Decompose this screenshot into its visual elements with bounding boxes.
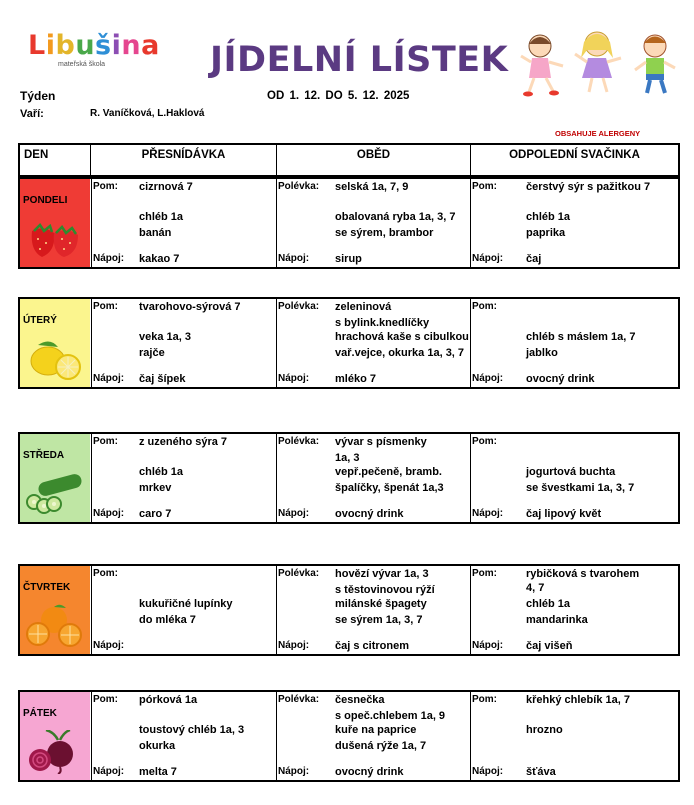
day-cell	[20, 299, 90, 387]
lunch-soup-label: Polévka:	[278, 301, 320, 312]
lunch-drink: ovocný drink	[335, 766, 404, 778]
lunch-soup-label: Polévka:	[278, 436, 320, 447]
column-divider	[91, 566, 92, 654]
week-range: OD 1. 12. DO 5. 12. 2025	[267, 90, 410, 102]
day-name: STŘEDA	[23, 450, 65, 461]
day-name: ČTVRTEK	[23, 582, 71, 593]
snack-drink-label: Nápoj:	[93, 373, 125, 384]
lunch-soup-label: Polévka:	[278, 568, 320, 579]
lunch-soup-detail: s bylink.knedlíčky	[335, 317, 430, 329]
snack-pom-label: Pom:	[93, 436, 118, 447]
lunch-soup: vývar s písmenky	[335, 436, 427, 448]
snack-drink: melta 7	[139, 766, 177, 778]
afternoon-drink-label: Nápoj:	[472, 373, 504, 384]
lunch-drink: čaj s citronem	[335, 640, 409, 652]
column-divider	[276, 299, 277, 387]
column-divider	[470, 434, 471, 522]
header-lunch: OBĚD	[277, 145, 471, 175]
column-divider	[276, 566, 277, 654]
afternoon-drink-label: Nápoj:	[472, 508, 504, 519]
day-cell	[20, 692, 90, 780]
cucumber-icon	[24, 472, 84, 516]
lunch-main-detail: špalíčky, špenát 1a,3	[335, 482, 444, 494]
column-divider	[276, 434, 277, 522]
snack-item: banán	[139, 227, 172, 239]
snack-item: okurka	[139, 740, 176, 752]
lunch-main-detail: dušená rýže 1a, 7	[335, 740, 427, 752]
snack-item: toustový chléb 1a, 3	[139, 724, 245, 736]
lunch-soup: hovězí vývar 1a, 3	[335, 568, 429, 580]
lunch-main: vepř.pečeně, bramb.	[335, 466, 442, 478]
lunch-soup: zeleninová	[335, 301, 392, 313]
column-divider	[470, 299, 471, 387]
snack-spread: tvarohovo-sýrová 7	[139, 301, 241, 313]
header-day: DEN	[20, 145, 91, 175]
snack-item: veka 1a, 3	[139, 331, 191, 343]
snack-drink: čaj šípek	[139, 373, 186, 385]
column-divider	[470, 566, 471, 654]
cooks-names: R. Vaníčková, L.Haklová	[90, 108, 205, 119]
afternoon-drink: čaj lipový květ	[526, 508, 602, 520]
column-divider	[91, 692, 92, 780]
afternoon-drink-label: Nápoj:	[472, 640, 504, 651]
lunch-soup-detail: s opeč.chlebem 1a, 9	[335, 710, 446, 722]
afternoon-item: se švestkami 1a, 3, 7	[526, 482, 635, 494]
column-divider	[276, 179, 277, 267]
lunch-main: kuře na paprice	[335, 724, 417, 736]
snack-spread: pórková 1a	[139, 694, 198, 706]
logo-wordmark: Libušina	[28, 30, 160, 61]
column-divider	[470, 179, 471, 267]
lunch-drink: mléko 7	[335, 373, 376, 385]
snack-drink-label: Nápoj:	[93, 640, 125, 651]
snack-item: mrkev	[139, 482, 172, 494]
day-row	[18, 432, 680, 524]
column-divider	[91, 179, 92, 267]
afternoon-drink: čaj višeň	[526, 640, 573, 652]
lunch-drink: ovocný drink	[335, 508, 404, 520]
day-row	[18, 297, 680, 389]
lunch-soup-label: Polévka:	[278, 694, 320, 705]
afternoon-pom-label: Pom:	[472, 181, 497, 192]
logo-subtitle: mateřská škola	[58, 61, 106, 68]
afternoon-drink: ovocný drink	[526, 373, 595, 385]
menu-header-row	[18, 143, 680, 177]
snack-drink-label: Nápoj:	[93, 766, 125, 777]
afternoon-item: jogurtová buchta	[526, 466, 616, 478]
column-divider	[276, 692, 277, 780]
lunch-drink-label: Nápoj:	[278, 508, 310, 519]
lunch-soup-label: Polévka:	[278, 181, 320, 192]
lunch-main-detail: se sýrem, brambor	[335, 227, 434, 239]
snack-spread: cizrnová 7	[139, 181, 193, 193]
header-afternoon-snack: ODPOLEDNÍ SVAČINKA	[509, 149, 640, 161]
lunch-main: milánské špagety	[335, 598, 427, 610]
afternoon-drink-label: Nápoj:	[472, 766, 504, 777]
afternoon-spread: rybičková s tvarohem	[526, 568, 640, 580]
week-label: Týden	[20, 89, 56, 103]
day-name: PONDELI	[23, 195, 68, 206]
lunch-drink: sirup	[335, 253, 362, 265]
snack-pom-label: Pom:	[93, 694, 118, 705]
afternoon-drink-label: Nápoj:	[472, 253, 504, 264]
afternoon-spread: křehký chlebík 1a, 7	[526, 694, 630, 706]
day-row	[18, 564, 680, 656]
beetroot-icon	[24, 730, 84, 774]
lunch-main-detail: se sýrem 1a, 3, 7	[335, 614, 423, 626]
page-title: JÍDELNÍ LÍSTEK	[210, 40, 509, 80]
afternoon-item: mandarinka	[526, 614, 588, 626]
lunch-soup-detail: s těstovinovou rýží	[335, 584, 435, 596]
lunch-drink-label: Nápoj:	[278, 373, 310, 384]
afternoon-spread: čerstvý sýr s pažitkou 7	[526, 181, 651, 193]
cooks-label: Vaří:	[20, 108, 44, 120]
snack-drink-label: Nápoj:	[93, 253, 125, 264]
column-divider	[470, 692, 471, 780]
afternoon-item: jablko	[526, 347, 558, 359]
day-cell	[20, 179, 90, 267]
day-cell	[20, 434, 90, 522]
snack-drink: kakao 7	[139, 253, 180, 265]
day-name: ÚTERÝ	[23, 315, 57, 326]
lunch-main: obalovaná ryba 1a, 3, 7	[335, 211, 456, 223]
afternoon-drink: šťáva	[526, 766, 556, 778]
header-snack: PŘESNÍDÁVKA	[91, 145, 277, 175]
orange-icon	[24, 604, 84, 648]
column-divider	[91, 299, 92, 387]
lunch-drink-label: Nápoj:	[278, 766, 310, 777]
snack-item: kukuřičné lupínky	[139, 598, 233, 610]
school-logo	[28, 30, 158, 80]
allergen-note: OBSAHUJE ALERGENY	[555, 129, 641, 138]
afternoon-pom-label: Pom:	[472, 694, 497, 705]
snack-pom-label: Pom:	[93, 301, 118, 312]
afternoon-pom-label: Pom:	[472, 568, 497, 579]
afternoon-spread-detail: 4, 7	[526, 582, 545, 594]
snack-drink-label: Nápoj:	[93, 508, 125, 519]
day-cell	[20, 566, 90, 654]
day-row	[18, 690, 680, 782]
afternoon-pom-label: Pom:	[472, 301, 497, 312]
lunch-main-detail: vař.vejce, okurka 1a, 3, 7	[335, 347, 465, 359]
snack-item: rajče	[139, 347, 165, 359]
lunch-soup: selská 1a, 7, 9	[335, 181, 409, 193]
lemon-icon	[24, 337, 84, 381]
snack-drink: caro 7	[139, 508, 172, 520]
day-name: PÁTEK	[23, 708, 57, 719]
lunch-soup: česnečka	[335, 694, 385, 706]
snack-item: chléb 1a	[139, 211, 184, 223]
column-divider	[91, 434, 92, 522]
afternoon-pom-label: Pom:	[472, 436, 497, 447]
snack-item: chléb 1a	[139, 466, 184, 478]
afternoon-item: chléb 1a	[526, 211, 571, 223]
snack-pom-label: Pom:	[93, 181, 118, 192]
afternoon-drink: čaj	[526, 253, 542, 265]
lunch-soup-detail: 1a, 3	[335, 452, 360, 464]
snack-item: do mléka 7	[139, 614, 196, 626]
afternoon-item: chléb s máslem 1a, 7	[526, 331, 636, 343]
snack-spread: z uzeného sýra 7	[139, 436, 228, 448]
lunch-drink-label: Nápoj:	[278, 640, 310, 651]
lunch-drink-label: Nápoj:	[278, 253, 310, 264]
lunch-main: hrachová kaše s cibulkou	[335, 331, 469, 343]
day-row	[18, 177, 680, 269]
children-illustration	[515, 28, 685, 98]
afternoon-item: paprika	[526, 227, 566, 239]
snack-pom-label: Pom:	[93, 568, 118, 579]
strawberry-icon	[24, 217, 84, 261]
afternoon-item: hrozno	[526, 724, 563, 736]
afternoon-item: chléb 1a	[526, 598, 571, 610]
